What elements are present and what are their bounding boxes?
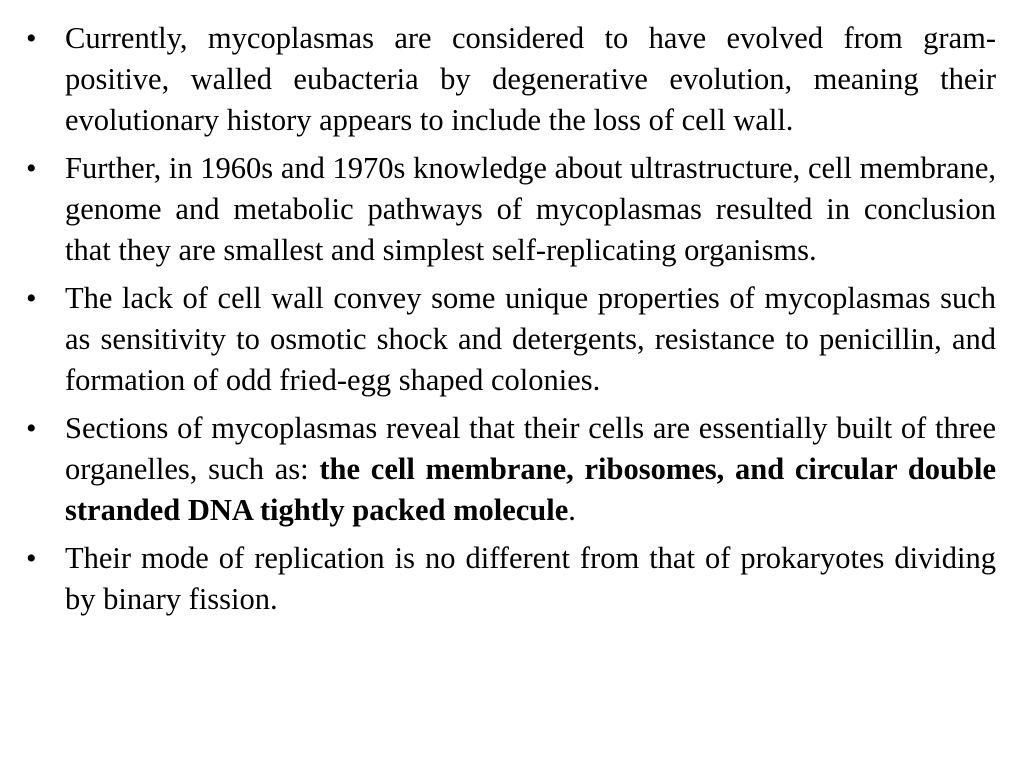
bullet-item-knowledge [26,148,996,271]
bullet-icon: • [26,152,37,185]
bullet-item-replication [26,538,996,620]
bullet-item-cell-wall [26,278,996,401]
bullet-text: The lack of cell wall convey some unique properties of mycoplasmas such as sensitivity to osmotic shock and detergents, resistance to penicillin, and formation of odd fried-egg shaped colonies. [65,281,996,397]
bullet-icon: • [26,542,37,575]
bullet-icon: • [26,22,37,55]
bullet-list [26,18,996,620]
bullet-text: Further, in 1960s and 1970s knowledge about ultrastructure, cell membrane, genome and metabolic pathways of mycoplasmas resulted in conclusion that they are smallest and simplest self-replicating organisms. [65,151,996,267]
bullet-icon: • [26,282,37,315]
bullet-item-organelles [26,408,996,531]
bullet-text [65,408,996,531]
bullet-item-evolution [26,18,996,141]
bullet-text-bold: the cell membrane, ribosomes, and circular double stranded DNA tightly packed molecule [65,452,996,527]
bullet-text: Their mode of replication is no different from that of prokaryotes dividing by binary fission. [65,541,996,616]
bullet-text-end: . [568,493,576,527]
bullet-text-plain: Sections of mycoplasmas reveal that their cells are essentially built of three organelles, such as: [65,411,996,486]
bullet-icon: • [26,412,37,445]
bullet-text: Currently, mycoplasmas are considered to have evolved from gram-positive, walled eubacteria by degenerative evolution, meaning their evolutionary history appears to include the loss of cell wall. [65,21,996,137]
